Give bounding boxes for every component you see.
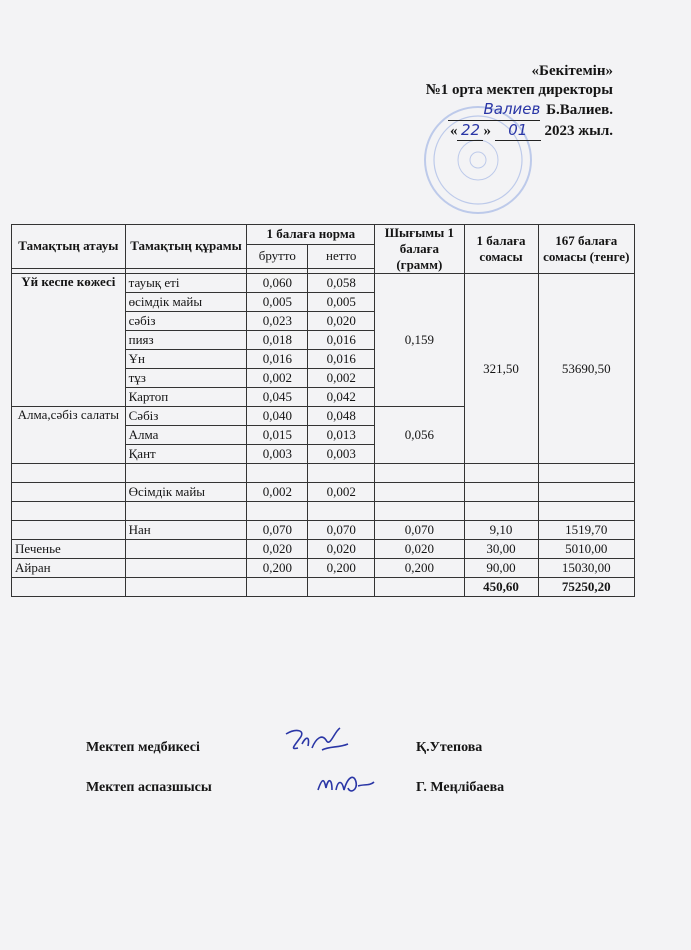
net-value: 0,005 xyxy=(308,293,375,312)
gross-value: 0,015 xyxy=(247,426,308,445)
header-dish-name: Тамақтың атауы xyxy=(12,225,126,269)
nurse-signature-icon xyxy=(282,726,352,760)
soup-yield: 0,159 xyxy=(375,274,464,407)
oil-row-net: 0,002 xyxy=(308,483,375,502)
gross-value: 0,003 xyxy=(247,445,308,464)
approval-block xyxy=(313,62,613,141)
header-gross: брутто xyxy=(247,244,308,268)
totals-row xyxy=(12,578,635,597)
nurse-name: Қ.Утепова xyxy=(416,740,483,755)
ingredient-name: Ұн xyxy=(125,350,247,369)
bread-cost-total: 1519,70 xyxy=(538,521,634,540)
ayran-cost-one: 90,00 xyxy=(464,559,538,578)
cookies-gross: 0,020 xyxy=(247,540,308,559)
net-value: 0,002 xyxy=(308,369,375,388)
ingredient-name: Қант xyxy=(125,445,247,464)
header-norm-group: 1 балаға норма xyxy=(247,225,375,245)
bread-name: Нан xyxy=(125,521,247,540)
oil-row-gross: 0,002 xyxy=(247,483,308,502)
date-day: 22 xyxy=(457,121,483,141)
ayran-name: Айран xyxy=(12,559,126,578)
ingredient-name: пияз xyxy=(125,331,247,350)
net-value: 0,048 xyxy=(308,407,375,426)
approval-date: « 22 » 01 2023 жыл. xyxy=(449,121,613,139)
total-cost-total: 75250,20 xyxy=(538,578,634,597)
cookies-cost-one: 30,00 xyxy=(464,540,538,559)
cookies-yield: 0,020 xyxy=(375,540,464,559)
table-row xyxy=(12,521,635,540)
cookies-cost-total: 5010,00 xyxy=(538,540,634,559)
ingredient-name: Картоп xyxy=(125,388,247,407)
ingredient-name: Сәбіз xyxy=(125,407,247,426)
approval-title: «Бекітемін» xyxy=(531,63,613,79)
bread-gross: 0,070 xyxy=(247,521,308,540)
ayran-cost-total: 15030,00 xyxy=(538,559,634,578)
gross-value: 0,016 xyxy=(247,350,308,369)
net-value: 0,020 xyxy=(308,312,375,331)
table-row xyxy=(12,464,635,483)
net-value: 0,042 xyxy=(308,388,375,407)
gross-value: 0,045 xyxy=(247,388,308,407)
meal-cost-total: 53690,50 xyxy=(538,274,634,464)
date-year: 2023 жыл. xyxy=(544,123,613,139)
dish-soup: Үй кеспе көжесі xyxy=(12,274,126,407)
cook-name: Г. Меңлібаева xyxy=(416,780,505,795)
table-row xyxy=(12,540,635,559)
ayran-yield: 0,200 xyxy=(375,559,464,578)
menu-table xyxy=(11,224,635,597)
table-row xyxy=(12,274,635,293)
approval-position: №1 орта мектеп директоры xyxy=(425,82,613,98)
gross-value: 0,018 xyxy=(247,331,308,350)
dish-salad: Алма,сәбіз салаты xyxy=(12,407,126,464)
gross-value: 0,002 xyxy=(247,369,308,388)
header-net: нетто xyxy=(308,244,375,268)
gross-value: 0,040 xyxy=(247,407,308,426)
date-month: 01 xyxy=(495,121,541,141)
cook-signature-row xyxy=(86,780,546,820)
net-value: 0,016 xyxy=(308,350,375,369)
bread-cost-one: 9,10 xyxy=(464,521,538,540)
approval-signature-line xyxy=(313,100,613,121)
header-composition: Тамақтың құрамы xyxy=(125,225,247,269)
net-value: 0,058 xyxy=(308,274,375,293)
ayran-net: 0,200 xyxy=(308,559,375,578)
oil-row-name: Өсімдік майы xyxy=(125,483,247,502)
gross-value: 0,005 xyxy=(247,293,308,312)
header-cost-total: 167 балаға сомасы (тенге) xyxy=(538,225,634,274)
ingredient-name: сәбіз xyxy=(125,312,247,331)
table-row xyxy=(12,502,635,521)
net-value: 0,013 xyxy=(308,426,375,445)
net-value: 0,016 xyxy=(308,331,375,350)
cookies-name: Печенье xyxy=(12,540,126,559)
bread-yield: 0,070 xyxy=(375,521,464,540)
ingredient-name: Алма xyxy=(125,426,247,445)
cook-signature-icon xyxy=(314,766,378,800)
ingredient-name: өсімдік майы xyxy=(125,293,247,312)
gross-value: 0,060 xyxy=(247,274,308,293)
cook-role: Мектеп аспазшысы xyxy=(86,780,212,795)
ingredient-name: тұз xyxy=(125,369,247,388)
net-value: 0,003 xyxy=(308,445,375,464)
director-signature: Валиев xyxy=(448,100,540,121)
header-cost-one: 1 балаға сомасы xyxy=(464,225,538,274)
total-cost-one: 450,60 xyxy=(464,578,538,597)
table-row xyxy=(12,559,635,578)
header-yield: Шығымы 1 балаға (грамм) xyxy=(375,225,464,274)
meal-cost-one: 321,50 xyxy=(464,274,538,464)
ingredient-name: тауық еті xyxy=(125,274,247,293)
salad-yield: 0,056 xyxy=(375,407,464,464)
gross-value: 0,023 xyxy=(247,312,308,331)
director-name: Б.Валиев. xyxy=(546,102,613,118)
ayran-gross: 0,200 xyxy=(247,559,308,578)
cookies-net: 0,020 xyxy=(308,540,375,559)
signatures-block xyxy=(86,740,546,820)
nurse-role: Мектеп медбикесі xyxy=(86,740,200,755)
table-row xyxy=(12,483,635,502)
bread-net: 0,070 xyxy=(308,521,375,540)
